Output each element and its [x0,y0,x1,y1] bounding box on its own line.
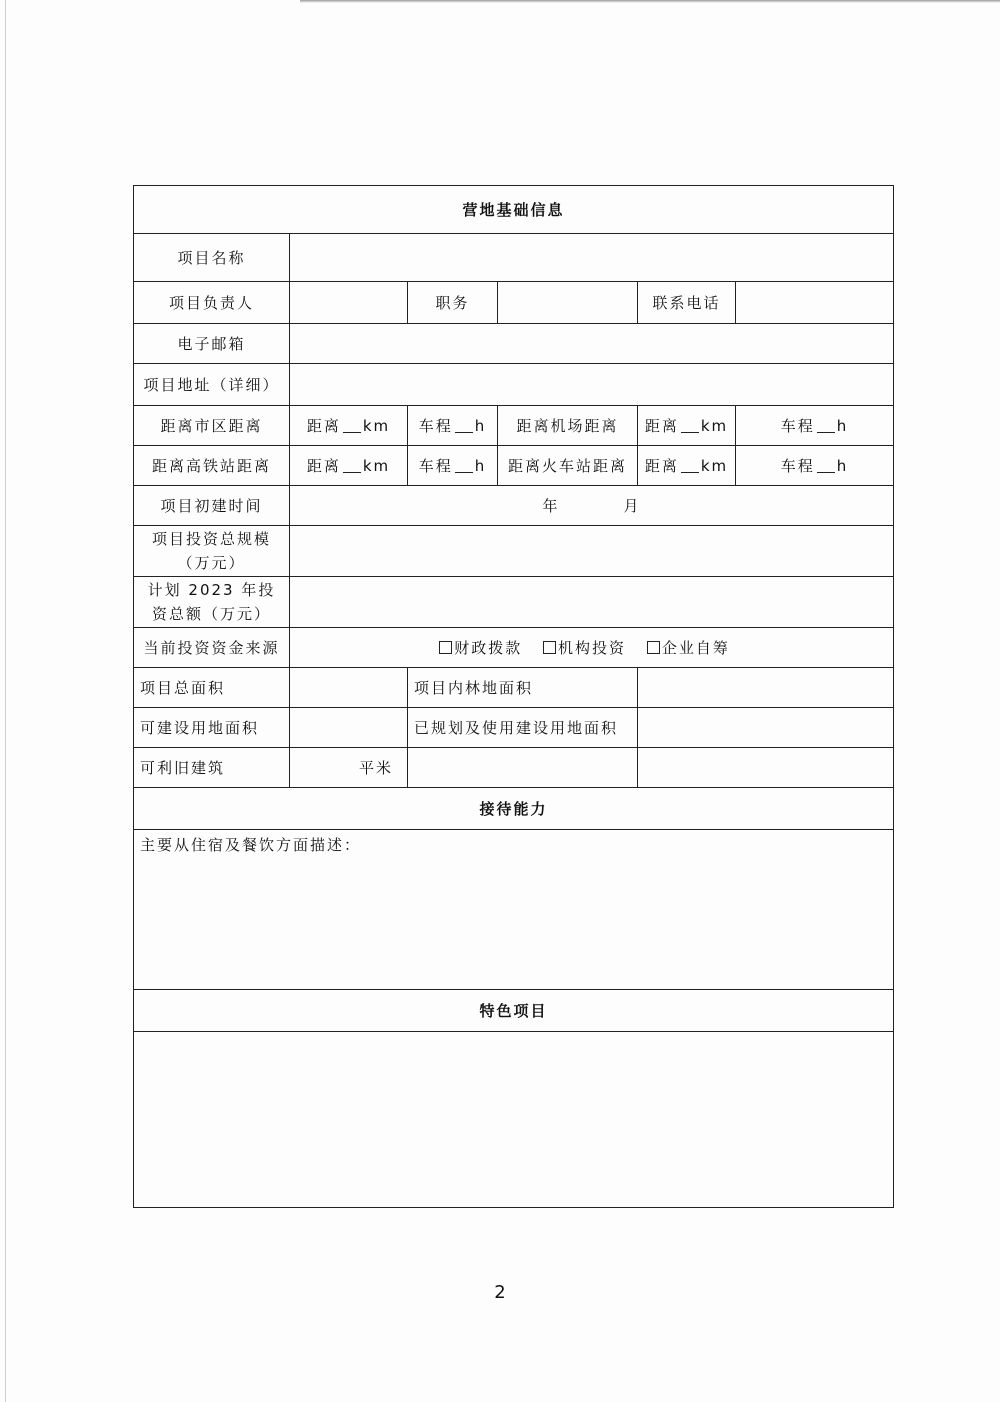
dist-hsr-h-field[interactable] [408,446,498,486]
position-field[interactable] [498,282,638,324]
planned-area-label: 已规划及使用建设用地面积 [408,708,638,748]
forest-area-label: 项目内林地面积 [408,668,638,708]
old-buildings-label: 可利旧建筑 [134,748,290,788]
scan-top-edge [300,0,1000,3]
hour-unit: h [836,457,849,475]
section-reception-title: 接待能力 [134,788,894,830]
dist-airport-h-field[interactable] [736,406,894,446]
blank-line [455,418,473,433]
row-leader [134,282,894,324]
forest-area-field[interactable] [638,668,894,708]
dist-prefix: 距离 [644,457,679,475]
address-field[interactable] [290,364,894,406]
dist-prefix: 距离 [306,457,341,475]
feature-description-field[interactable] [134,1032,894,1208]
row-reception-body [134,830,894,990]
row-buildable [134,708,894,748]
buildable-area-label: 可建设用地面积 [134,708,290,748]
old-buildings-extra-1[interactable] [408,748,638,788]
row-feature-header [134,990,894,1032]
page-number: 2 [494,1282,506,1303]
total-area-field[interactable] [290,668,408,708]
drive-prefix: 车程 [418,417,453,435]
km-unit: km [700,457,729,475]
dist-city-km-field[interactable] [290,406,408,446]
km-unit: km [362,457,391,475]
fund-source-label: 当前投资资金来源 [134,628,290,668]
dist-train-h-field[interactable] [736,446,894,486]
dist-prefix: 距离 [306,417,341,435]
drive-prefix: 车程 [780,417,815,435]
plan-investment-field[interactable] [290,577,894,628]
row-feature-body [134,1032,894,1208]
drive-prefix: 车程 [418,457,453,475]
dist-train-km-field[interactable] [638,446,736,486]
row-build-time [134,486,894,526]
section-basic-title: 营地基础信息 [134,186,894,234]
checkbox-icon[interactable] [543,641,556,654]
hour-unit: h [836,417,849,435]
blank-line [681,458,699,473]
total-investment-field[interactable] [290,526,894,577]
row-reception-header [134,788,894,830]
project-name-field[interactable] [290,234,894,282]
reception-description-field[interactable] [134,830,894,990]
fund-option-fiscal[interactable] [439,639,522,657]
reception-hint: 主要从住宿及餐饮方面描述： [140,836,362,854]
fund-option-label: 财政拨款 [454,639,523,657]
blank-line [455,458,473,473]
old-buildings-extra-2[interactable] [638,748,894,788]
fund-option-label: 机构投资 [558,639,627,657]
blank-line [681,418,699,433]
fund-option-label: 企业自筹 [661,639,730,657]
section-feature-title: 特色项目 [134,990,894,1032]
drive-prefix: 车程 [780,457,815,475]
row-hsr-train [134,446,894,486]
build-time-label: 项目初建时间 [134,486,290,526]
buildable-area-field[interactable] [290,708,408,748]
fund-source-options [290,628,894,668]
scan-edge [5,0,6,1402]
row-area [134,668,894,708]
row-email [134,324,894,364]
dist-train-label: 距离火车站距离 [498,446,638,486]
hour-unit: h [474,457,487,475]
row-basic-header [134,186,894,234]
form-table [133,185,894,1208]
km-unit: km [362,417,391,435]
year-label: 年 [542,497,560,515]
fund-option-institution[interactable] [543,639,626,657]
contact-phone-label: 联系电话 [638,282,736,324]
position-label: 职务 [408,282,498,324]
project-leader-field[interactable] [290,282,408,324]
project-name-label: 项目名称 [134,234,290,282]
row-city-airport [134,406,894,446]
row-fund-source [134,628,894,668]
dist-hsr-km-field[interactable] [290,446,408,486]
dist-prefix: 距离 [644,417,679,435]
row-project-name [134,234,894,282]
dist-city-label: 距离市区距离 [134,406,290,446]
address-label: 项目地址（详细） [134,364,290,406]
total-area-label: 项目总面积 [134,668,290,708]
km-unit: km [700,417,729,435]
camp-info-form [133,185,893,1208]
blank-line [817,458,835,473]
sqm-unit: 平米 [358,759,393,777]
build-time-field[interactable] [290,486,894,526]
contact-phone-field[interactable] [736,282,894,324]
blank-line [343,418,361,433]
old-buildings-field[interactable] [290,748,408,788]
dist-city-h-field[interactable] [408,406,498,446]
row-address [134,364,894,406]
checkbox-icon[interactable] [647,641,660,654]
total-investment-label: 项目投资总规模（万元） [134,526,290,577]
project-leader-label: 项目负责人 [134,282,290,324]
month-label: 月 [623,497,641,515]
email-field[interactable] [290,324,894,364]
fund-option-self[interactable] [647,639,730,657]
row-total-investment [134,526,894,577]
row-plan-investment [134,577,894,628]
dist-airport-label: 距离机场距离 [498,406,638,446]
planned-area-field[interactable] [638,708,894,748]
row-old-buildings [134,748,894,788]
email-label: 电子邮箱 [134,324,290,364]
hour-unit: h [474,417,487,435]
checkbox-icon[interactable] [439,641,452,654]
plan-investment-label: 计划 2023 年投资总额（万元） [134,577,290,628]
dist-airport-km-field[interactable] [638,406,736,446]
blank-line [817,418,835,433]
blank-line [343,458,361,473]
dist-hsr-label: 距离高铁站距离 [134,446,290,486]
